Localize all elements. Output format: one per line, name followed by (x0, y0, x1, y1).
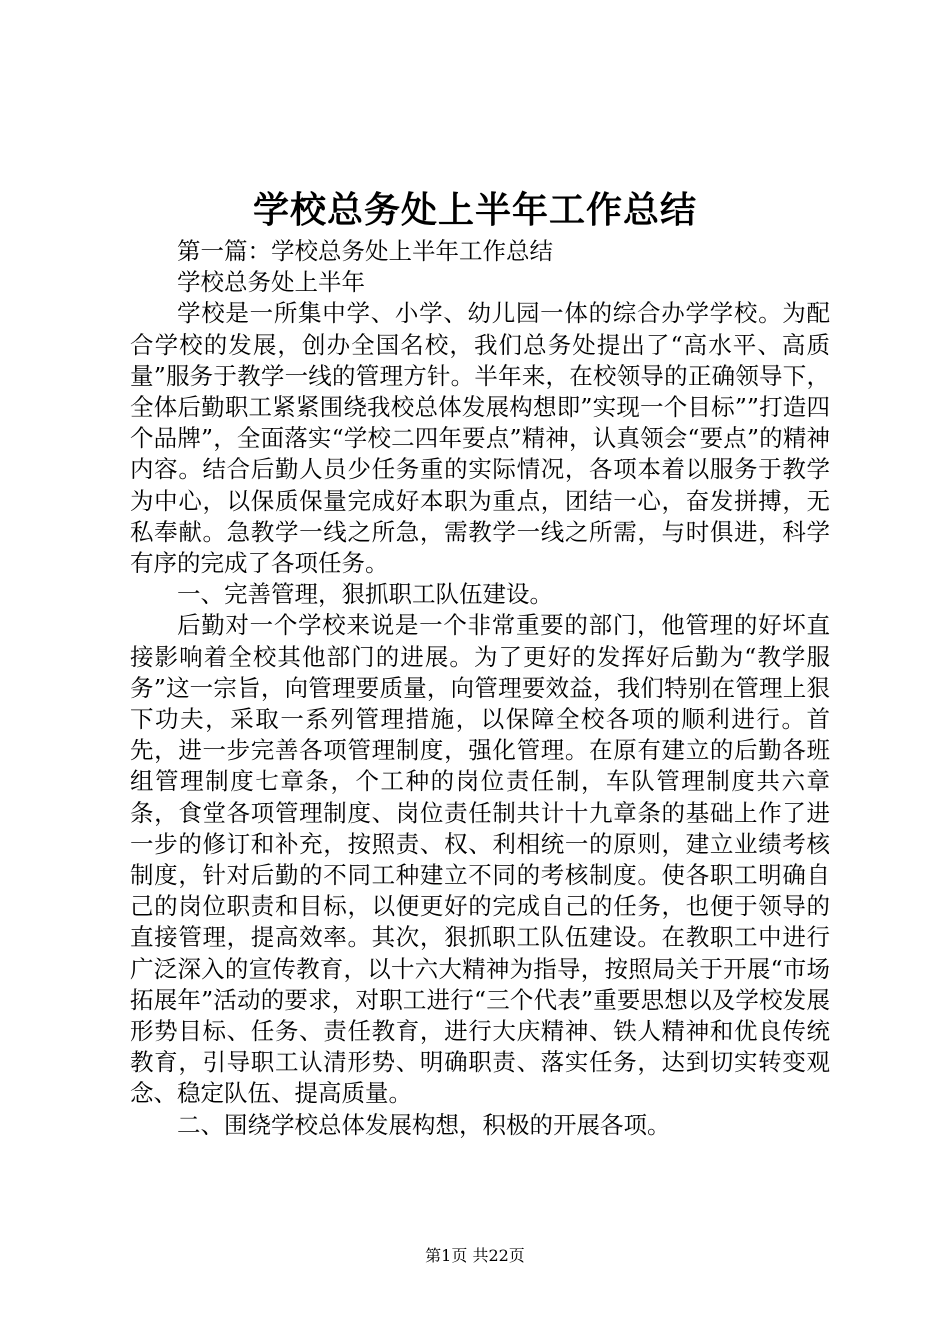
page-footer: 第1页 共22页 (425, 1246, 525, 1265)
paragraph-section-2-heading: 二、围绕学校总体发展构想，积极的开展各项。 (177, 1110, 671, 1139)
paragraph-heading-1: 第一篇：学校总务处上半年工作总结 (177, 237, 553, 265)
document-body (130, 236, 830, 1141)
paragraph-section-1-body: 后勤对一个学校来说是一个非常重要的部门，他管理的好坏直接影响着全校其他部门的进展。为了更好的发挥好后勤为“教学服务”这一宗旨，向管理要质量，向管理要效益，我们特别在管理上狠下功夫，采取一系列管理措施，以保障全校各项的顺利进行。首先，进一步完善各项管理制度，强化管理。在原有建立的后勤各班组管理制度七章条，个工种的岗位责任制，车队管理制度共六章条，食堂各项管理制度、岗位责任制共计十九章条的基础上作了进一步的修订和补充，按照责、权、利相统一的原则，建立业绩考核制度，针对后勤的不同工种建立不同的考核制度。使各职工明确自己的岗位职责和目标，以便更好的完成自己的任务，也便于领导的直接管理，提高效率。其次，狠抓职工队伍建设。在教职工中进行广泛深入的宣传教育，以十六大精神为指导，按照局关于开展“市场拓展年”活动的要求，对职工进行“三个代表”重要思想以及学校发展形势目标、任务、责任教育，进行大庆精神、铁人精神和优良传统教育，引导职工认清形势、明确职责、落实任务，达到切实转变观念、稳定队伍、提高质量。 (130, 611, 830, 1108)
paragraph-subheading: 学校总务处上半年 (177, 268, 365, 297)
paragraph-section-1-heading: 一、完善管理，狠抓职工队伍建设。 (177, 580, 553, 609)
document-title: 学校总务处上半年工作总结 (252, 189, 697, 231)
paragraph-intro: 学校是一所集中学、小学、幼儿园一体的综合办学学校。为配合学校的发展，创办全国名校，我们总务处提出了“高水平、高质量”服务于教学一线的管理方针。半年来，在校领导的正确领导下，全体后勤职工紧紧围绕我校总体发展构想即”实现一个目标””打造四个品牌”，全面落实“学校二四年要点”精神，认真领会“要点”的精神内容。结合后勤人员少任务重的实际情况，各项本着以服务于教学为中心，以保质保量完成好本职为重点，团结一心，奋发拼搏，无私奉献。急教学一线之所急，需教学一线之所需，与时俱进，科学有序的完成了各项任务。 (130, 299, 830, 578)
